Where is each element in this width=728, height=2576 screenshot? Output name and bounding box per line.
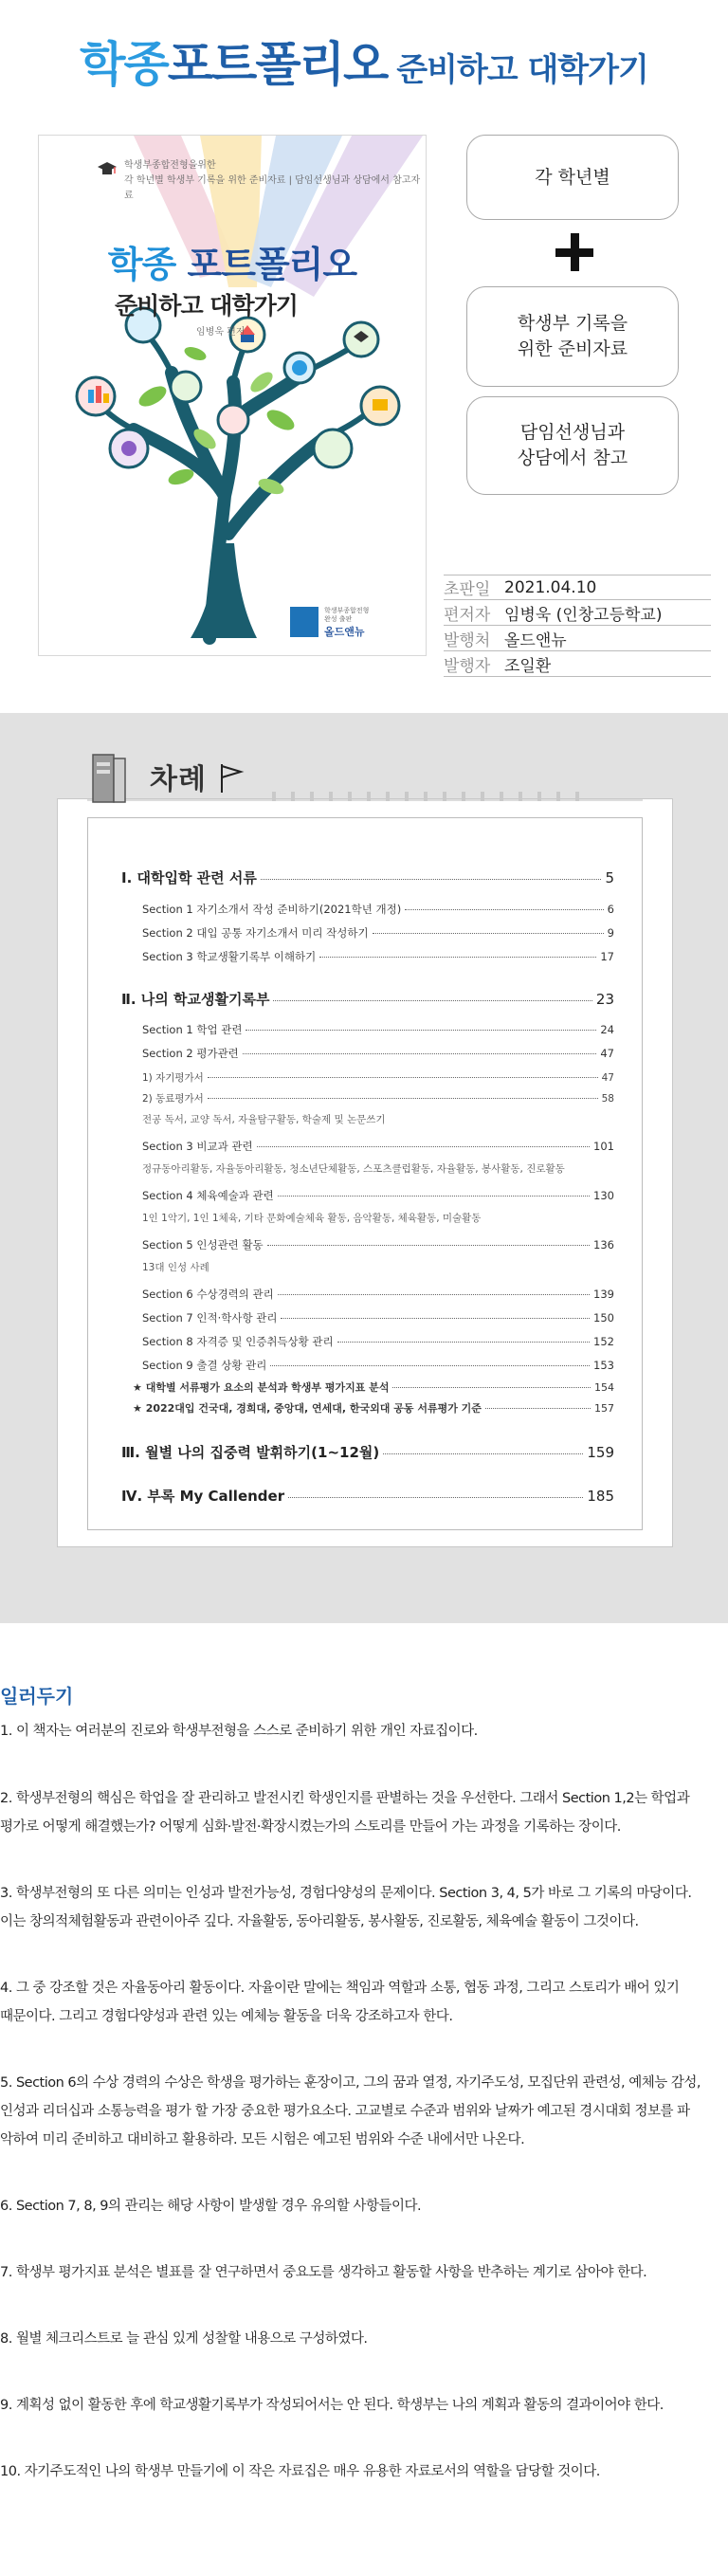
toc-entry-title: Ⅲ. 월별 나의 집중력 발휘하기(1~12월) bbox=[121, 1444, 380, 1461]
feature-box-grades bbox=[466, 135, 679, 220]
toc-entry bbox=[121, 1112, 614, 1126]
toc-leader-dots bbox=[383, 1453, 583, 1454]
toc-entry-title: Section 4 체육예술과 관련 bbox=[142, 1189, 274, 1202]
toc-entry bbox=[121, 1260, 614, 1274]
toc-entry-page: 58 bbox=[601, 1093, 614, 1105]
toc-leader-dots bbox=[288, 1497, 583, 1498]
toc-entry-title: 정규동아리활동, 자율동아리활동, 청소년단체활동, 스포츠클럽활동, 자율활동, 봉사활동, 진로활동 bbox=[142, 1163, 565, 1175]
note-line: 평가로 어떻게 해결했는가? 어떻게 심화·발전·확장시켰는가의 스토리를 만들어 가는 과정을 기록하는 장이다. bbox=[0, 1819, 621, 1835]
cover-top-line2: 각 학년별 학생부 기록을 위한 준비자료 | 담임선생님과 상담에서 참고자료 bbox=[124, 175, 421, 201]
toc-entry bbox=[121, 1310, 614, 1325]
toc-entry-title: 1인 1악기, 1인 1체육, 기타 문화예술체육 활동, 음악활동, 체육활동, 미술활동 bbox=[142, 1213, 482, 1224]
toc-entry-page: 136 bbox=[593, 1238, 614, 1251]
toc-entry bbox=[121, 1358, 614, 1373]
book-cover bbox=[38, 135, 427, 656]
toc-entry-title: Section 1 자기소개서 작성 준비하기(2021학년 개정) bbox=[142, 903, 402, 916]
book-info-table bbox=[444, 575, 711, 677]
toc-leader-dots bbox=[246, 1030, 596, 1031]
note-line: 악하여 미리 준비하고 대비하고 활용하라. 모든 시험은 예고된 범위와 수준 내에서만 나온다. bbox=[0, 2132, 525, 2147]
cover-author: 임병욱 편저 bbox=[196, 327, 246, 338]
cover-subtitle: 준비하고 대학가기 bbox=[115, 292, 298, 320]
cover-title-part2: 포트폴리오 bbox=[187, 244, 357, 285]
toc-leader-dots bbox=[392, 1387, 591, 1388]
toc-entry-title: 13대 인성 사례 bbox=[142, 1262, 209, 1273]
feature-box-counsel-line1: 담임선생님과 bbox=[519, 422, 626, 443]
toc-entry-title: Section 6 수상경력의 관리 bbox=[142, 1288, 274, 1301]
toc-entry bbox=[121, 925, 614, 941]
feature-box-records bbox=[466, 286, 679, 387]
toc-entry-title: ★ 대학별 서류평가 요소의 분석과 학생부 평가지표 분석 bbox=[133, 1381, 390, 1394]
publisher-logo-small bbox=[324, 607, 369, 624]
toc-entry-title: Section 7 인적·학사항 관리 bbox=[142, 1311, 278, 1325]
toc-entry-page: 159 bbox=[587, 1444, 614, 1461]
publisher-logo bbox=[290, 605, 385, 639]
info-label: 편저자 bbox=[444, 605, 491, 625]
toc-entry-page: 130 bbox=[593, 1189, 614, 1202]
publisher-logo-icon bbox=[290, 607, 318, 637]
toc-entry bbox=[121, 1161, 614, 1176]
plus-icon bbox=[554, 231, 595, 273]
title-part1: 학종 bbox=[80, 37, 168, 92]
toc-entry-title: 1) 자기평가서 bbox=[142, 1072, 204, 1084]
toc-leader-dots bbox=[208, 1077, 598, 1078]
info-row-editor bbox=[444, 600, 711, 626]
toc-entry bbox=[121, 1237, 614, 1252]
toc-leader-dots bbox=[337, 1342, 590, 1343]
toc-leader-dots bbox=[373, 933, 604, 934]
toc-entry-title: Ⅳ. 부록 My Callender bbox=[121, 1488, 285, 1505]
toc-entry bbox=[121, 989, 614, 1009]
info-row-date bbox=[444, 575, 711, 600]
info-row-publisher bbox=[444, 626, 711, 651]
note-line: 6. Section 7, 8, 9의 관리는 해당 사항이 발생할 경우 유의할 사항들이다. bbox=[0, 2199, 422, 2214]
toc-entry-title: Section 2 대입 공통 자기소개서 미리 작성하기 bbox=[142, 926, 369, 940]
info-value: 올드앤뉴 bbox=[504, 630, 567, 650]
toc-leader-dots bbox=[281, 1318, 590, 1319]
toc-title: 차례 bbox=[150, 763, 207, 796]
toc-entry bbox=[121, 1334, 614, 1349]
toc-entry-title: Section 1 학업 관련 bbox=[142, 1023, 243, 1036]
toc-leader-dots bbox=[319, 957, 596, 958]
cover-tree-illustration bbox=[39, 136, 427, 656]
note-line: 9. 계획성 없이 활동한 후에 학교생활기록부가 작성되어서는 안 된다. 학생부는 나의 계획과 활동의 결과이어야 한다. bbox=[0, 2398, 664, 2413]
toc-entry-page: 24 bbox=[600, 1023, 614, 1036]
toc-leader-dots bbox=[485, 1408, 591, 1409]
cover-top-text bbox=[124, 158, 426, 204]
title-part2: 포트폴리오 bbox=[167, 37, 388, 92]
toc-entry-page: 47 bbox=[600, 1047, 614, 1060]
publisher-logo-name: 올드앤뉴 bbox=[324, 626, 365, 638]
info-value: 조일환 bbox=[504, 656, 552, 676]
book-stack-icon bbox=[87, 749, 131, 808]
toc-entry bbox=[121, 1379, 614, 1395]
title-sub: 준비하고 대학가기 bbox=[396, 51, 648, 89]
toc-entry-page: 101 bbox=[593, 1140, 614, 1153]
toc-entry bbox=[121, 1486, 614, 1506]
toc-leader-dots bbox=[261, 879, 602, 880]
toc-entry-title: 전공 독서, 교양 독서, 자율탐구활동, 학술제 및 논문쓰기 bbox=[142, 1114, 386, 1125]
info-value: 임병욱 (인창고등학교) bbox=[504, 605, 663, 625]
toc-entry-title: Ⅰ. 대학입학 관련 서류 bbox=[121, 869, 257, 886]
notes-title: 일러두기 bbox=[0, 1685, 74, 1708]
toc-entry-page: 154 bbox=[594, 1381, 614, 1394]
feature-box-records-line1: 학생부 기록을 bbox=[517, 313, 628, 334]
toc-entry-page: 9 bbox=[607, 926, 614, 940]
info-row-issuer bbox=[444, 651, 711, 677]
toc-leader-dots bbox=[278, 1196, 590, 1197]
page-title bbox=[0, 27, 728, 95]
note-line: 4. 그 중 강조할 것은 자율동아리 활동이다. 자율이란 말에는 책임과 역할과 소통, 협동 과정, 그리고 스토리가 배어 있기 bbox=[0, 1981, 680, 1996]
flag-icon bbox=[218, 762, 245, 795]
toc-leader-dots bbox=[243, 1053, 597, 1054]
toc-entry-page: 153 bbox=[593, 1359, 614, 1372]
toc-entry-title: Section 9 출결 상황 관리 bbox=[142, 1359, 267, 1372]
toc-entry bbox=[121, 1091, 614, 1105]
note-line: 5. Section 6의 수상 경력의 수상은 학생을 평가하는 훈장이고, 그의 꿈과 열정, 자기주도성, 모집단위 관련성, 예체능 감성, bbox=[0, 2075, 701, 2091]
toc-entry-title: Ⅱ. 나의 학교생활기록부 bbox=[121, 991, 270, 1008]
toc-entry-title: ★ 2022대입 건국대, 경희대, 중앙대, 연세대, 한국외대 공동 서류평가 기준 bbox=[133, 1402, 482, 1415]
toc-entry-title: Section 8 자격증 및 인증취득상황 관리 bbox=[142, 1335, 334, 1348]
toc-entry bbox=[121, 1022, 614, 1037]
toc-entry-title: Section 3 비교과 관련 bbox=[142, 1140, 253, 1153]
publisher-small-line1: 학생부종합전형 bbox=[324, 607, 370, 614]
toc-leader-dots bbox=[405, 909, 603, 910]
header bbox=[0, 0, 728, 114]
info-label: 발행처 bbox=[444, 630, 491, 650]
toc-entry-page: 23 bbox=[595, 991, 614, 1008]
graduation-cap-icon bbox=[96, 158, 118, 181]
toc-entry-page: 152 bbox=[593, 1335, 614, 1348]
toc-entry-page: 157 bbox=[594, 1402, 614, 1415]
toc-entry bbox=[121, 1442, 614, 1462]
toc-entry-page: 47 bbox=[601, 1072, 614, 1084]
toc-entry-page: 6 bbox=[607, 903, 614, 916]
feature-box-counsel bbox=[466, 396, 679, 495]
toc-entry-page: 150 bbox=[593, 1311, 614, 1325]
toc-leader-dots bbox=[278, 1294, 590, 1295]
note-line: 10. 자기주도적인 나의 학생부 만들기에 이 작은 자료집은 매우 유용한 자료로서의 역할을 담당할 것이다. bbox=[0, 2464, 600, 2479]
cover-title-part1: 학종 bbox=[107, 244, 176, 285]
note-line: 8. 월별 체크리스트로 늘 관심 있게 성찰할 내용으로 구성하였다. bbox=[0, 2331, 368, 2347]
info-value: 2021.04.10 bbox=[504, 577, 597, 597]
note-line: 3. 학생부전형의 또 다른 의미는 인성과 발전가능성, 경험다양성의 문제이다. Section 3, 4, 5가 바로 그 기록의 마당이다. bbox=[0, 1886, 692, 1901]
note-line: 2. 학생부전형의 핵심은 학업을 잘 관리하고 발전시킨 학생인지를 판별하는 것을 우선한다. 그래서 Section 1,2는 학업과 bbox=[0, 1791, 690, 1806]
toc-entry bbox=[121, 902, 614, 917]
toc-entry-title: 2) 동료평가서 bbox=[142, 1093, 204, 1105]
toc-leader-dots bbox=[208, 1098, 598, 1099]
toc-entry bbox=[121, 1046, 614, 1061]
toc-leader-dots bbox=[270, 1365, 590, 1366]
toc-entry bbox=[121, 868, 614, 887]
publisher-small-line2: 완성 출판 bbox=[324, 615, 353, 623]
toc-entry bbox=[121, 949, 614, 964]
toc-entry-page: 17 bbox=[600, 950, 614, 963]
toc-leader-dots bbox=[267, 1245, 590, 1246]
info-label: 발행자 bbox=[444, 656, 491, 676]
toc-entry bbox=[121, 1139, 614, 1154]
toc-entry bbox=[121, 1211, 614, 1225]
toc-entry-title: Section 5 인성관련 활동 bbox=[142, 1238, 264, 1251]
toc-entry-title: Section 3 학교생활기록부 이해하기 bbox=[142, 950, 317, 963]
cover-title bbox=[39, 235, 426, 287]
info-label: 초판일 bbox=[444, 580, 491, 599]
cover-top-line1: 학생부종합전형을위한 bbox=[124, 160, 216, 171]
feature-box-grades-text: 각 학년별 bbox=[535, 166, 610, 188]
toc-entry bbox=[121, 1287, 614, 1302]
note-line: 7. 학생부 평가지표 분석은 별표를 잘 연구하면서 중요도를 생각하고 활동할 사항을 반추하는 계기로 삼아야 한다. bbox=[0, 2265, 647, 2280]
toc-leader-dots bbox=[257, 1146, 590, 1147]
toc-entry bbox=[121, 1400, 614, 1416]
toc-entry-page: 5 bbox=[605, 869, 614, 886]
toc-entry-page: 139 bbox=[593, 1288, 614, 1301]
toc-entry-title: Section 2 평가관련 bbox=[142, 1047, 239, 1060]
feature-box-counsel-line2: 상담에서 참고 bbox=[517, 448, 628, 468]
note-line: 인성과 리더십과 소통능력을 평가 할 가장 중요한 평가요소다. 고교별로 수준과 범위와 날짜가 예고된 경시대회 정보를 파 bbox=[0, 2104, 690, 2119]
toc-entry bbox=[121, 1188, 614, 1203]
toc-leader-dots bbox=[273, 1000, 592, 1001]
toc-entry-page: 185 bbox=[587, 1488, 614, 1505]
feature-box-records-line2: 위한 준비자료 bbox=[517, 338, 628, 359]
toc-entry bbox=[121, 1070, 614, 1085]
note-line: 1. 이 책자는 여러분의 진로와 학생부전형을 스스로 준비하기 위한 개인 자료집이다. bbox=[0, 1724, 478, 1739]
note-line: 때문이다. 그리고 경험다양성과 관련 있는 예체능 활동을 더욱 강조하고자 한다. bbox=[0, 2009, 453, 2024]
note-line: 이는 창의적체험활동과 관련이아주 깊다. 자율활동, 동아리활동, 봉사활동, 진로활동, 체육예술 활동이 그것이다. bbox=[0, 1914, 639, 1929]
